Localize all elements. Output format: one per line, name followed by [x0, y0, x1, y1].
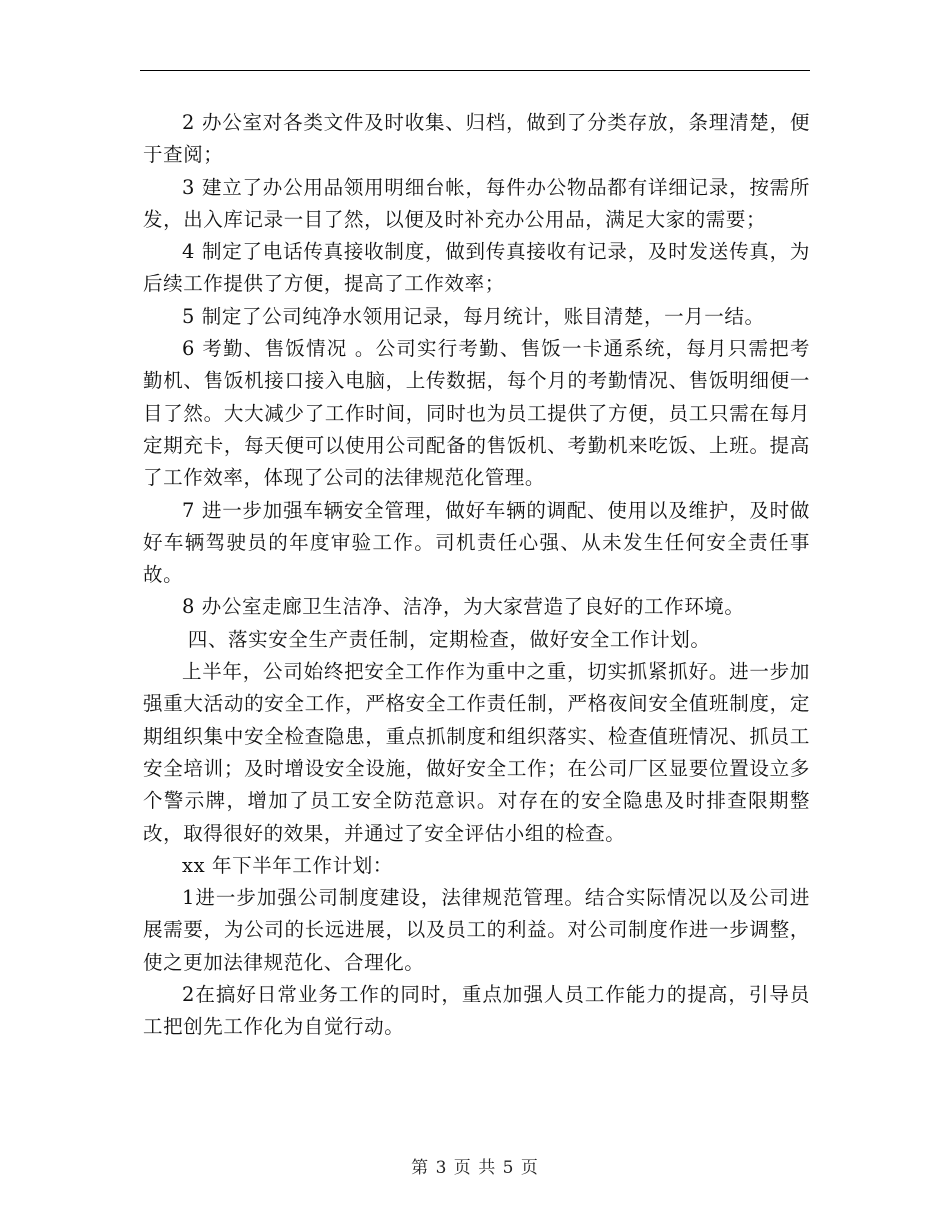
paragraph-item-7: 7 进一步加强车辆安全管理，做好车辆的调配、使用以及维护，及时做好车辆驾驶员的年度审验工作。司机责任心强、从未发生任何安全责任事故。 [143, 498, 810, 587]
paragraph-item-8: 8 办公室走廊卫生洁净、洁净，为大家营造了良好的工作环境。 [182, 595, 745, 619]
paragraph-item-2: 2 办公室对各类文件及时收集、归档，做到了分类存放，条理清楚，便于查阅； [143, 111, 810, 167]
section-heading-four: 四、落实安全生产责任制，定期检查，做好安全工作计划。 [187, 627, 711, 651]
paragraph-safety: 上半年，公司始终把安全工作作为重中之重，切实抓紧抓好。进一步加强重大活动的安全工作，严格安全工作责任制，严格夜间安全值班制度，定期组织集中安全检查隐患，重点抓制度和组织落实、检查值班情况、抓员工安全培训；及时增设安全设施，做好安全工作；在公司厂区显要位置设立多个警示牌，增加了员工安全防范意识。对存在的安全隐患及时排查限期整改，取得很好的效果，并通过了安全评估小组的检查。 [143, 660, 810, 845]
paragraph-item-4: 4 制定了电话传真接收制度，做到传真接收有记录，及时发送传真，为后续工作提供了方便，提高了工作效率； [143, 240, 810, 296]
document-body [143, 107, 810, 1044]
paragraph-item-5: 5 制定了公司纯净水领用记录，每月统计，账目清楚，一月一结。 [182, 304, 765, 328]
plan-heading: xx 年下半年工作计划： [182, 853, 393, 877]
header-rule [140, 70, 810, 71]
plan-item-1: 1进一步加强公司制度建设，法律规范管理。结合实际情况以及公司进展需要，为公司的长远进展，以及员工的利益。对公司制度作进一步调整，使之更加法律规范化、合理化。 [143, 886, 810, 974]
plan-item-2: 2在搞好日常业务工作的同时，重点加强人员工作能力的提高，引导员工把创先工作化为自觉行动。 [143, 983, 810, 1039]
paragraph-item-3: 3 建立了办公用品领用明细台帐，每件办公物品都有详细记录，按需所发，出入库记录一目了然，以便及时补充办公用品，满足大家的需要； [143, 175, 810, 231]
paragraph-item-6: 6 考勤、售饭情况 。公司实行考勤、售饭一卡通系统，每月只需把考勤机、售饭机接口接入电脑，上传数据，每个月的考勤情况、售饭明细便一目了然。大大减少了工作时间，同时也为员工提供了方便，员工只需在每月定期充卡，每天便可以使用公司配备的售饭机、考勤机来吃饭、上班。提高了工作效率，体现了公司的法律规范化管理。 [143, 337, 810, 490]
page-number: 第 3 页 共 5 页 [411, 1158, 539, 1178]
